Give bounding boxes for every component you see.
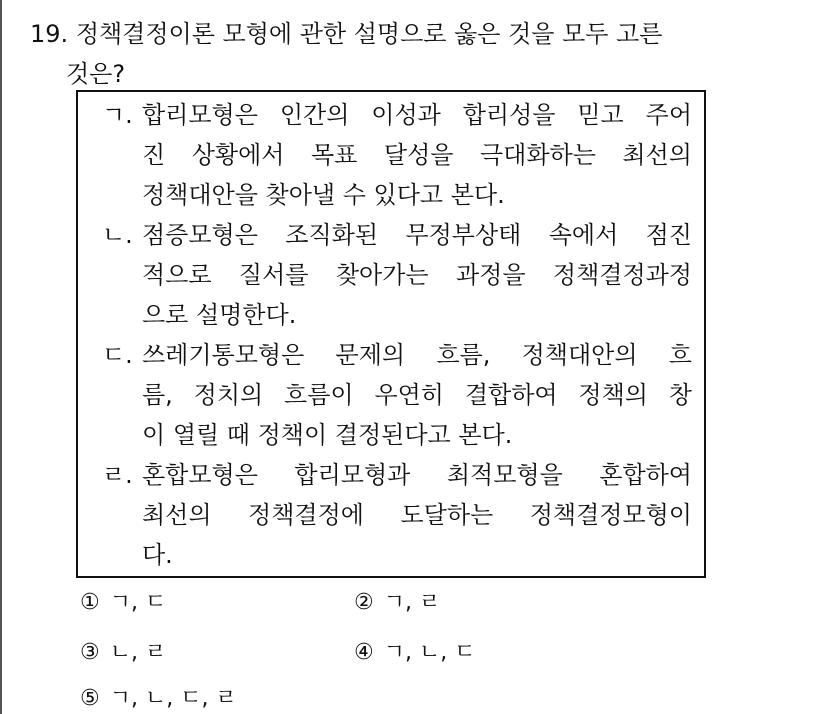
statement-marker [102,295,142,335]
question-text-line1: 정책결정이론 모형에 관한 설명으로 옳은 것을 모두 고른 [75,20,663,48]
choice-number: ⑤ [80,686,100,711]
statement-marker [102,535,142,575]
answer-choice-4[interactable] [354,638,475,668]
statement-line: 름, 정치의 흐름이 우연히 결합하여 정책의 창 [142,381,692,409]
statement-marker [102,495,142,535]
statement-marker [102,375,142,415]
statement-line: 쓰레기통모형은 문제의 흐름, 정책대안의 흐 [142,341,692,369]
statement-line: 점증모형은 조직화된 무정부상태 속에서 점진 [142,221,692,249]
statement-item [102,335,692,455]
statement-line: 이 열릴 때 정책이 결정된다고 본다. [142,421,513,449]
answer-choice-5[interactable] [80,684,237,714]
statement-box [76,90,706,578]
statement-marker [102,415,142,455]
choice-text: ㄱ, ㄹ [383,590,441,615]
statement-line: 최선의 정책결정에 도달하는 정책결정모형이 [142,501,692,529]
statement-line: 혼합모형은 합리모형과 최적모형을 혼합하여 [142,461,692,489]
choice-number: ④ [354,640,374,665]
choice-text: ㄱ, ㄴ, ㄷ [383,640,476,665]
statement-item [102,455,692,575]
statement-marker: ㄴ. [102,221,133,249]
statement-marker: ㄷ. [102,341,133,369]
choice-number: ② [354,590,374,615]
statement-marker: ㄱ. [102,101,133,129]
question-stem [30,14,810,94]
statement-item [102,95,692,215]
choice-number: ③ [80,640,100,665]
statement-line: 다. [142,541,173,569]
answer-choice-3[interactable] [80,638,166,668]
statement-marker [102,175,142,215]
statement-line: 정책대안을 찾아낼 수 있다고 본다. [142,181,505,209]
answer-choice-2[interactable] [354,588,440,618]
statement-item [102,215,692,335]
statement-marker [102,255,142,295]
statement-line: 으로 설명한다. [142,301,297,329]
choice-number: ① [80,590,100,615]
choice-text: ㄱ, ㄷ [109,590,167,615]
question-number: 19. [30,20,69,48]
statement-marker [102,135,142,175]
choice-text: ㄱ, ㄴ, ㄷ, ㄹ [109,686,237,711]
statement-line: 적으로 질서를 찾아가는 과정을 정책결정과정 [142,261,692,289]
question-text-line2: 것은? [66,60,126,88]
choice-text: ㄴ, ㄹ [109,640,167,665]
statement-marker: ㄹ. [102,461,133,489]
statement-line: 합리모형은 인간의 이성과 합리성을 믿고 주어 [142,101,692,129]
left-margin-rule [0,0,2,714]
statement-line: 진 상황에서 목표 달성을 극대화하는 최선의 [142,141,692,169]
answer-choice-1[interactable] [80,588,166,618]
